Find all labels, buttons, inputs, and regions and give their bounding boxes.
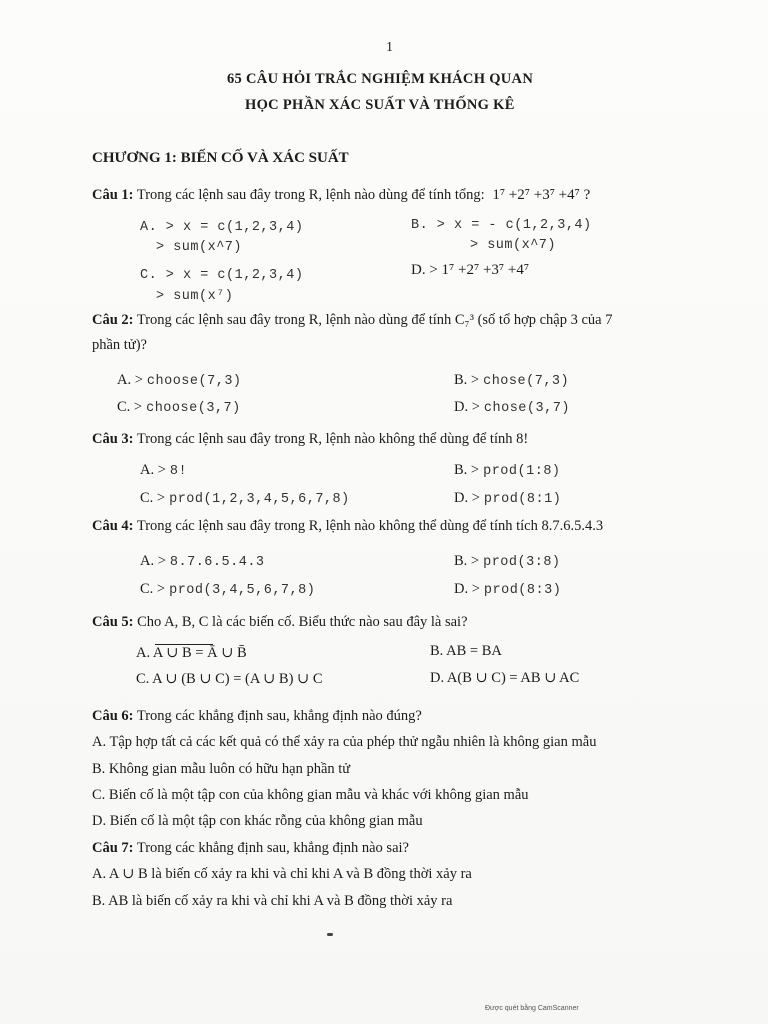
question-text: Trong các khẳng định sau, khẳng định nào đúng? (136, 708, 422, 724)
option-code: prod(8:1) (483, 492, 562, 507)
option-b: B. AB = BA (430, 643, 502, 659)
option-a-formula: A. A ∪ B = Ā ∪ B̄ (136, 645, 247, 661)
question-5 (92, 614, 468, 631)
question-label: Câu 7: (92, 840, 134, 856)
option-label: A. > (140, 553, 166, 569)
question-text: Trong các lệnh sau đây trong R, lệnh nào không thể dùng để tính tích 8.7.6.5.4.3 (136, 518, 604, 534)
question-text: Trong các lệnh sau đây trong R, lệnh nào dùng để tính tổng: (136, 187, 485, 203)
option-code: 8.7.6.5.4.3 (169, 555, 265, 570)
option-c: C. Biến cố là một tập con của không gian mẫu và khác với không gian mẫu (92, 787, 529, 803)
option-label: D. > (454, 581, 480, 597)
option-code: prod(3:8) (483, 555, 561, 570)
option-b: B. AB là biến cố xảy ra khi và chỉ khi A và B đồng thời xảy ra (92, 893, 453, 909)
option-label: A. > (140, 462, 166, 478)
page-number: 1 (386, 40, 393, 55)
option-label: A. > (117, 372, 143, 388)
option-a (140, 552, 265, 570)
option-c: C. A ∪ (B ∪ C) = (A ∪ B) ∪ C (136, 671, 323, 687)
option-c (140, 580, 315, 598)
chapter-heading: CHƯƠNG 1: BIẾN CỐ VÀ XÁC SUẤT (92, 150, 349, 166)
option-a-line-2: > sum(x^7) (156, 240, 243, 255)
option-b: B. Không gian mẫu luôn có hữu hạn phần tử (92, 761, 351, 777)
question-4 (92, 518, 603, 535)
option-label: B. > (454, 462, 480, 478)
option-code: 8! (169, 464, 188, 479)
question-3 (92, 431, 528, 448)
option-a-line-1: A. > x = c(1,2,3,4) (140, 220, 304, 235)
option-a (140, 461, 187, 479)
option-b (454, 552, 561, 570)
option-c-line-2: > sum(x⁷) (156, 289, 234, 304)
option-code: prod(8:3) (483, 583, 562, 598)
option-code: prod(1,2,3,4,5,6,7,8) (169, 492, 350, 507)
option-code: choose(7,3) (146, 374, 242, 389)
option-code: choose(3,7) (146, 401, 241, 416)
scanner-footer: Được quét bằng CamScanner (485, 1005, 579, 1012)
option-a (117, 371, 242, 389)
option-c-line-1: C. > x = c(1,2,3,4) (140, 268, 304, 283)
title-line-1: 65 CÂU HỎI TRẮC NGHIỆM KHÁCH QUAN (227, 71, 534, 87)
option-d (454, 489, 561, 507)
option-code: chose(7,3) (483, 374, 570, 389)
question-formula: 1⁷ +2⁷ +3⁷ +4⁷ ? (492, 187, 591, 203)
option-a: A. Tập hợp tất cả các kết quả có thể xảy ra của phép thử ngẫu nhiên là không gian mẫu (92, 734, 597, 750)
question-6 (92, 708, 422, 725)
question-7 (92, 840, 409, 857)
option-a (136, 645, 247, 662)
question-text: Cho A, B, C là các biến cố. Biểu thức nào sau đây là sai? (137, 614, 468, 630)
ink-mark (327, 933, 333, 936)
option-code: chose(3,7) (483, 401, 570, 416)
question-text: Trong các lệnh sau đây trong R, lệnh nào dùng để tính C₇³ (số tổ hợp chập 3 của 7 (136, 312, 613, 328)
option-label: C. > (140, 490, 166, 506)
option-b-line-2: > sum(x^7) (470, 238, 557, 253)
question-2-line-2: phần tử)? (92, 337, 147, 353)
option-d: D. A(B ∪ C) = AB ∪ AC (430, 670, 580, 686)
question-1 (92, 187, 590, 204)
option-c (117, 398, 241, 416)
question-2 (92, 312, 613, 329)
option-label: D. > (454, 399, 480, 415)
option-code: prod(3,4,5,6,7,8) (169, 583, 316, 598)
question-label: Câu 5: (92, 614, 134, 630)
question-label: Câu 4: (92, 518, 134, 534)
option-label: B. > (454, 372, 480, 388)
question-text: Trong các lệnh sau đây trong R, lệnh nào không thể dùng để tính 8! (136, 431, 529, 447)
option-d (454, 398, 570, 416)
question-label: Câu 3: (92, 431, 134, 447)
option-d: D. Biến cố là một tập con khác rỗng của không gian mẫu (92, 813, 423, 829)
option-b (454, 371, 569, 389)
option-label: C. > (140, 581, 166, 597)
overline-mark (155, 644, 213, 645)
option-d: D. > 1⁷ +2⁷ +3⁷ +4⁷ (411, 262, 530, 278)
question-text: Trong các khẳng định sau, khẳng định nào sai? (136, 840, 409, 856)
option-code: prod(1:8) (483, 464, 561, 479)
option-b-line-1: B. > x = - c(1,2,3,4) (411, 218, 592, 233)
question-label: Câu 6: (92, 708, 134, 724)
option-a: A. A ∪ B là biến cố xảy ra khi và chỉ khi A và B đồng thời xảy ra (92, 866, 472, 882)
option-b (454, 461, 561, 479)
title-line-2: HỌC PHẦN XÁC SUẤT VÀ THỐNG KÊ (245, 97, 515, 113)
option-label: D. > (454, 490, 480, 506)
option-c (140, 489, 350, 507)
option-label: C. > (117, 399, 143, 415)
question-label: Câu 1: (92, 187, 134, 203)
question-label: Câu 2: (92, 312, 134, 328)
option-label: B. > (454, 553, 480, 569)
option-d (454, 580, 561, 598)
